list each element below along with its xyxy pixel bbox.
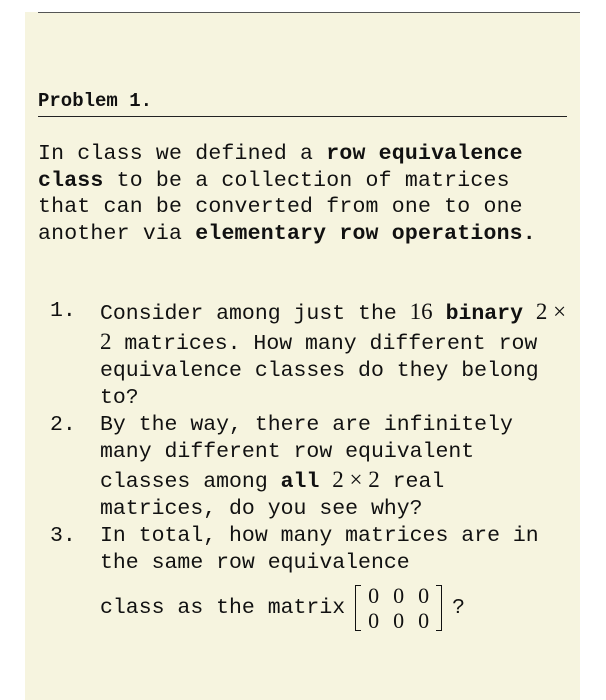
intro-bold-term-2: elementary row operations. <box>195 221 536 246</box>
question-text: Consider among just the <box>100 302 410 326</box>
question-bold-term: binary <box>445 302 523 326</box>
question-number: 1. <box>50 299 76 323</box>
intro-bold-term-1: row equivalence class <box>38 142 523 193</box>
intro-text-2: to be a collection of matrices that can be converted from one to one another via <box>38 168 523 246</box>
question-text <box>433 302 446 326</box>
zero-matrix <box>355 583 442 633</box>
problem-heading: Problem 1. <box>38 88 567 117</box>
question-text: matrices. How many different row equivalence classes do they belong to? <box>100 332 539 410</box>
matrix-entry: 0 <box>368 608 380 633</box>
question-bold-term: all <box>280 470 320 494</box>
math-expression: 2 × 2 <box>332 467 380 492</box>
matrix-entry: 0 <box>393 608 405 633</box>
question-text: By the way, there are infinitely many different row equivalent classes among <box>100 413 513 494</box>
question-list <box>38 298 567 639</box>
question-item-3 <box>38 523 567 639</box>
matrix-entry: 0 <box>418 608 430 633</box>
intro-paragraph <box>38 141 567 247</box>
math-expression: 2 × 2 <box>100 299 567 354</box>
question-text <box>523 302 536 326</box>
intro-text-1: In class we defined a <box>38 142 327 166</box>
question-text: In total, how many matrices are in the same row equivalence <box>100 524 539 575</box>
matrix-line <box>100 577 567 639</box>
problem-card <box>25 12 580 700</box>
question-item-1 <box>38 298 567 412</box>
question-text: class as the matrix <box>100 595 346 620</box>
question-number: 3. <box>50 524 76 548</box>
matrix-entry: 0 <box>393 583 405 608</box>
question-item-2 <box>38 412 567 523</box>
math-expression: 16 <box>409 299 433 324</box>
question-text: real matrices, do you see why? <box>100 470 445 521</box>
matrix-entry: 0 <box>418 583 430 608</box>
question-mark: ? <box>452 595 466 620</box>
matrix-entry: 0 <box>368 583 380 608</box>
question-text <box>319 470 332 494</box>
top-divider <box>38 12 580 13</box>
question-number: 2. <box>50 413 76 437</box>
